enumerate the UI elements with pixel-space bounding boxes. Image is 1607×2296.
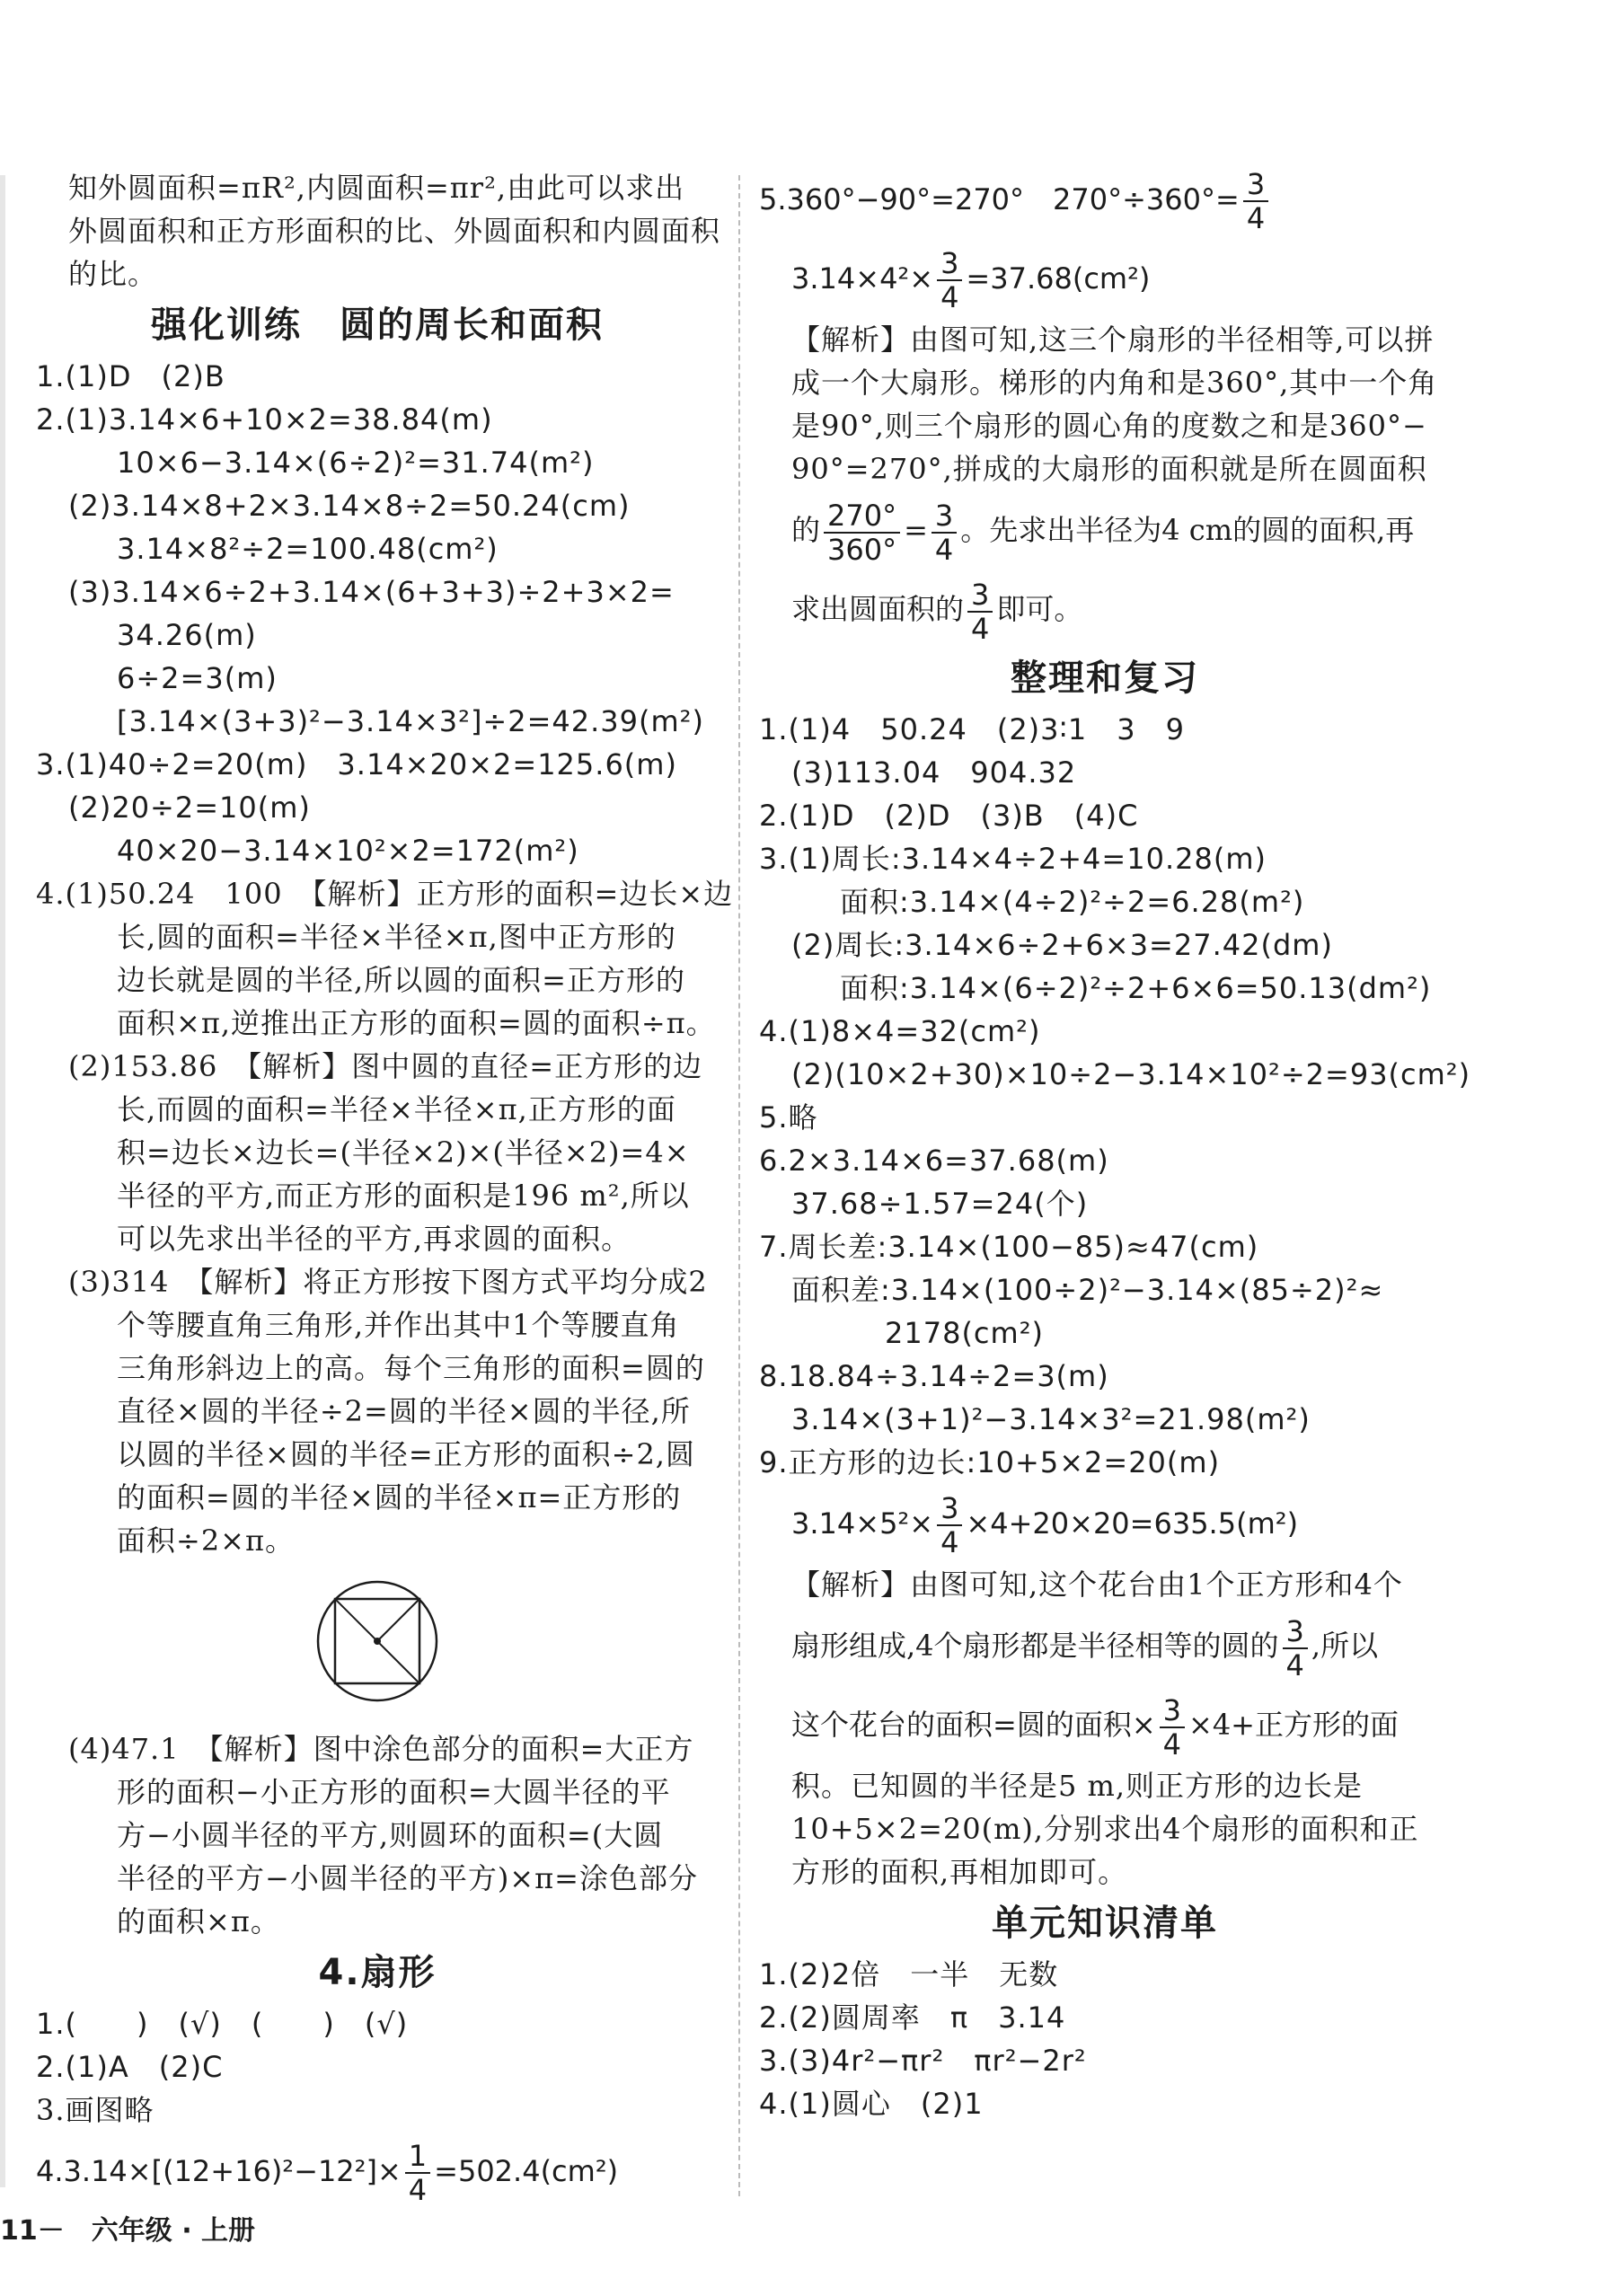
answer-line: 4.(1)圆心 (2)1 (759, 2087, 984, 2121)
answer-line: 2.(1)D (2)D (3)B (4)C (759, 799, 1139, 833)
answer-line: 形的面积−小正方形的面积=大圆半径的平 (117, 1775, 671, 1809)
section-heading-sector: 4.扇形 (318, 1952, 437, 1993)
answer-line: [3.14×(3+3)²−3.14×3²]÷2=42.39(m²) (117, 704, 704, 738)
denominator: 360° (827, 532, 897, 567)
answer-line: 2.(1)A (2)C (36, 2050, 224, 2084)
page-footer: 11－ 六年级 · 上册 (0, 2215, 256, 2247)
expr-text: 4.3.14×[(12+16)²−12²]× (36, 2154, 402, 2188)
numerator: 3 (1243, 168, 1268, 202)
answer-line: 37.68÷1.57=24(个) (791, 1187, 1089, 1221)
inscribed-square-diagram (314, 1578, 440, 1704)
expr-text: 5.360°−90°=270° 270°÷360°= (759, 182, 1240, 216)
analysis-text: 这个花台的面积=圆的面积× (791, 1708, 1156, 1742)
denominator: 4 (1285, 1647, 1304, 1682)
answer-line: 面积:3.14×(4÷2)²÷2=6.28(m²) (840, 885, 1305, 919)
numerator: 3 (967, 578, 993, 613)
page-edge-shadow (0, 175, 5, 2187)
answer-line: 1.(2)2倍 一半 无数 (759, 1957, 1059, 1991)
answer-line: 方−小圆半径的平方,则圆环的面积=(大圆 (117, 1818, 664, 1852)
numerator: 3 (1283, 1615, 1308, 1649)
answer-line: 三角形斜边上的高。每个三角形的面积=圆的 (117, 1351, 705, 1385)
expr-text: ×4+20×20=635.5(m²) (966, 1506, 1299, 1541)
expr-text: =37.68(cm²) (966, 261, 1151, 296)
answer-line: 的面积×π。 (117, 1904, 280, 1938)
answer-line: (3)314 【解析】将正方形按下图方式平均分成2 (68, 1265, 708, 1299)
numerator: 3 (932, 499, 957, 534)
analysis-text: ×4+正方形的面 (1188, 1708, 1399, 1742)
analysis-line-fraction (759, 1606, 1451, 1685)
answer-line: 9.正方形的边长:10+5×2=20(m) (759, 1445, 1221, 1479)
analysis-text: 。先求出半径为4 cm的圆的面积,再 (960, 513, 1415, 547)
expr-text: 3.14×5²× (791, 1506, 934, 1541)
analysis-line: 【解析】由图可知,这三个扇形的半径相等,可以拼 (791, 322, 1435, 357)
denominator: 4 (971, 611, 990, 646)
analysis-line-fraction (759, 490, 1451, 570)
left-column (36, 166, 734, 2211)
answer-line-fraction (759, 239, 1451, 318)
analysis-text: ,所以 (1311, 1629, 1379, 1663)
answer-line: 可以先求出半径的平方,再求圆的面积。 (117, 1222, 631, 1256)
answer-line: (3)3.14×6÷2+3.14×(6+3+3)÷2+3×2= (68, 575, 675, 609)
section-heading-reinforcement: 强化训练 圆的周长和面积 (151, 305, 604, 346)
answer-line: 个等腰直角三角形,并作出其中1个等腰直角 (117, 1308, 680, 1342)
answer-line: 1.(1)4 50.24 (2)3∶1 3 9 (759, 712, 1185, 746)
analysis-text: 求出圆面积的 (791, 592, 965, 626)
answer-line: 5.略 (759, 1100, 818, 1135)
numerator: 3 (937, 1492, 962, 1526)
fraction (824, 499, 900, 566)
analysis-text: 扇形组成,4个扇形都是半径相等的圆的 (791, 1629, 1279, 1663)
answer-line: 的面积=圆的半径×圆的半径×π=正方形的 (117, 1480, 682, 1514)
answer-line: 面积÷2×π。 (117, 1523, 296, 1558)
answer-line: 34.26(m) (117, 618, 257, 652)
answer-line: 长,而圆的面积=半径×半径×π,正方形的面 (117, 1092, 676, 1126)
fraction (1283, 1615, 1308, 1682)
denominator: 4 (1162, 1726, 1181, 1762)
numerator: 270° (824, 499, 900, 534)
answer-line: 10×6−3.14×(6÷2)²=31.74(m²) (117, 446, 595, 480)
fraction (405, 2140, 430, 2206)
analysis-line: 90°=270°,拼成的大扇形的面积就是所在圆面积 (791, 452, 1427, 486)
answer-line: 3.(1)40÷2=20(m) 3.14×20×2=125.6(m) (36, 747, 677, 782)
expr-text: =502.4(cm²) (434, 2154, 619, 2188)
answer-line: (2)153.86 【解析】图中圆的直径=正方形的边 (68, 1049, 703, 1083)
circle-square-figure (36, 1562, 719, 1727)
denominator: 4 (408, 2173, 428, 2207)
answer-line: 2.(2)圆周率 π 3.14 (759, 2000, 1066, 2035)
answer-line-fraction (36, 2132, 719, 2211)
answer-line: 3.14×(3+1)²−3.14×3²=21.98(m²) (791, 1402, 1311, 1436)
answer-line: 2.(1)3.14×6+10×2=38.84(m) (36, 402, 493, 437)
analysis-line: 方形的面积,再相加即可。 (791, 1855, 1128, 1889)
numerator: 1 (405, 2140, 430, 2174)
answer-line: 40×20−3.14×10²×2=172(m²) (117, 834, 579, 868)
numerator: 3 (1160, 1694, 1185, 1728)
answer-line: 半径的平方−小圆半径的平方)×π=涂色部分 (117, 1861, 698, 1895)
fraction (967, 578, 993, 645)
answer-line: 直径×圆的半径÷2=圆的半径×圆的半径,所 (117, 1394, 691, 1428)
answer-line: 积=边长×边长=(半径×2)×(半径×2)=4× (117, 1135, 690, 1170)
answer-line: 3.画图略 (36, 2093, 155, 2127)
answer-line: 4.(1)50.24 100 【解析】正方形的面积=边长×边 (36, 877, 734, 911)
answer-line: 6÷2=3(m) (117, 661, 278, 695)
answer-line: 4.(1)8×4=32(cm²) (759, 1014, 1041, 1048)
expr-text: 3.14×4²× (791, 261, 934, 296)
analysis-text: 的 (791, 513, 821, 547)
answer-line-fraction (759, 160, 1451, 239)
answer-line-fraction (759, 1484, 1451, 1563)
answer-line: 3.(1)周长:3.14×4÷2+4=10.28(m) (759, 842, 1267, 876)
answer-line: (3)113.04 904.32 (791, 755, 1077, 790)
answer-line: 边长就是圆的半径,所以圆的面积=正方形的 (117, 963, 685, 997)
numerator: 3 (937, 247, 962, 281)
answer-line: (2)3.14×8+2×3.14×8÷2=50.24(cm) (68, 489, 631, 523)
intro-line: 知外圆面积=πR²,内圆面积=πr²,由此可以求出 (68, 171, 685, 205)
answer-line: 以圆的半径×圆的半径=正方形的面积÷2,圆 (117, 1437, 695, 1471)
answer-line: (4)47.1 【解析】图中涂色部分的面积=大正方 (68, 1732, 694, 1766)
answer-line: 3.14×8²÷2=100.48(cm²) (117, 532, 499, 566)
fraction (932, 499, 957, 566)
answer-line: (2)周长:3.14×6÷2+6×3=27.42(dm) (791, 928, 1333, 962)
intro-line: 外圆面积和正方形面积的比、外圆面积和内圆面积 (68, 214, 721, 248)
fraction (1160, 1694, 1185, 1761)
fraction (937, 247, 962, 313)
answer-line: 长,圆的面积=半径×半径×π,图中正方形的 (117, 920, 676, 954)
answer-line: 面积×π,逆推出正方形的面积=圆的面积÷π。 (117, 1006, 716, 1040)
analysis-line: 积。已知圆的半径是5 m,则正方形的边长是 (791, 1769, 1364, 1803)
answer-line: 1.( ) (√) ( ) (√) (36, 2007, 409, 2041)
answer-line: 1.(1)D (2)B (36, 359, 225, 393)
answer-line: 6.2×3.14×6=37.68(m) (759, 1144, 1109, 1178)
answer-line: (2)(10×2+30)×10÷2−3.14×10²÷2=93(cm²) (791, 1057, 1471, 1091)
answer-line: 8.18.84÷3.14÷2=3(m) (759, 1359, 1109, 1393)
denominator: 4 (934, 532, 954, 567)
answer-line: 2178(cm²) (885, 1316, 1044, 1350)
answer-line: 3.(3)4r²−πr² πr²−2r² (759, 2044, 1087, 2078)
section-heading-review: 整理和复习 (1011, 658, 1199, 699)
analysis-text: = (904, 513, 928, 547)
denominator: 4 (1246, 201, 1266, 235)
fraction (1243, 168, 1268, 234)
denominator: 4 (940, 280, 959, 314)
answer-line: 面积:3.14×(6÷2)²÷2+6×6=50.13(dm²) (840, 971, 1432, 1005)
analysis-text: 即可。 (996, 592, 1083, 626)
column-divider (738, 175, 740, 2196)
analysis-line-fraction (759, 1685, 1451, 1764)
analysis-line: 【解析】由图可知,这个花台由1个正方形和4个 (791, 1567, 1403, 1602)
answer-line: 半径的平方,而正方形的面积是196 m²,所以 (117, 1179, 690, 1213)
analysis-line: 成一个大扇形。梯形的内角和是360°,其中一个角 (791, 366, 1438, 400)
answer-line: 7.周长差:3.14×(100−85)≈47(cm) (759, 1230, 1259, 1264)
analysis-line: 是90°,则三个扇形的圆心角的度数之和是360°− (791, 409, 1427, 443)
section-heading-knowledge-list: 单元知识清单 (992, 1903, 1218, 1944)
fraction (937, 1492, 962, 1559)
right-column (759, 160, 1471, 2125)
analysis-line: 10+5×2=20(m),分别求出4个扇形的面积和正 (791, 1812, 1419, 1846)
answer-line: (2)20÷2=10(m) (68, 790, 311, 825)
intro-line: 的比。 (68, 257, 158, 291)
denominator: 4 (940, 1525, 959, 1559)
analysis-line-fraction (759, 570, 1451, 649)
answer-line: 面积差:3.14×(100÷2)²−3.14×(85÷2)²≈ (791, 1273, 1384, 1307)
